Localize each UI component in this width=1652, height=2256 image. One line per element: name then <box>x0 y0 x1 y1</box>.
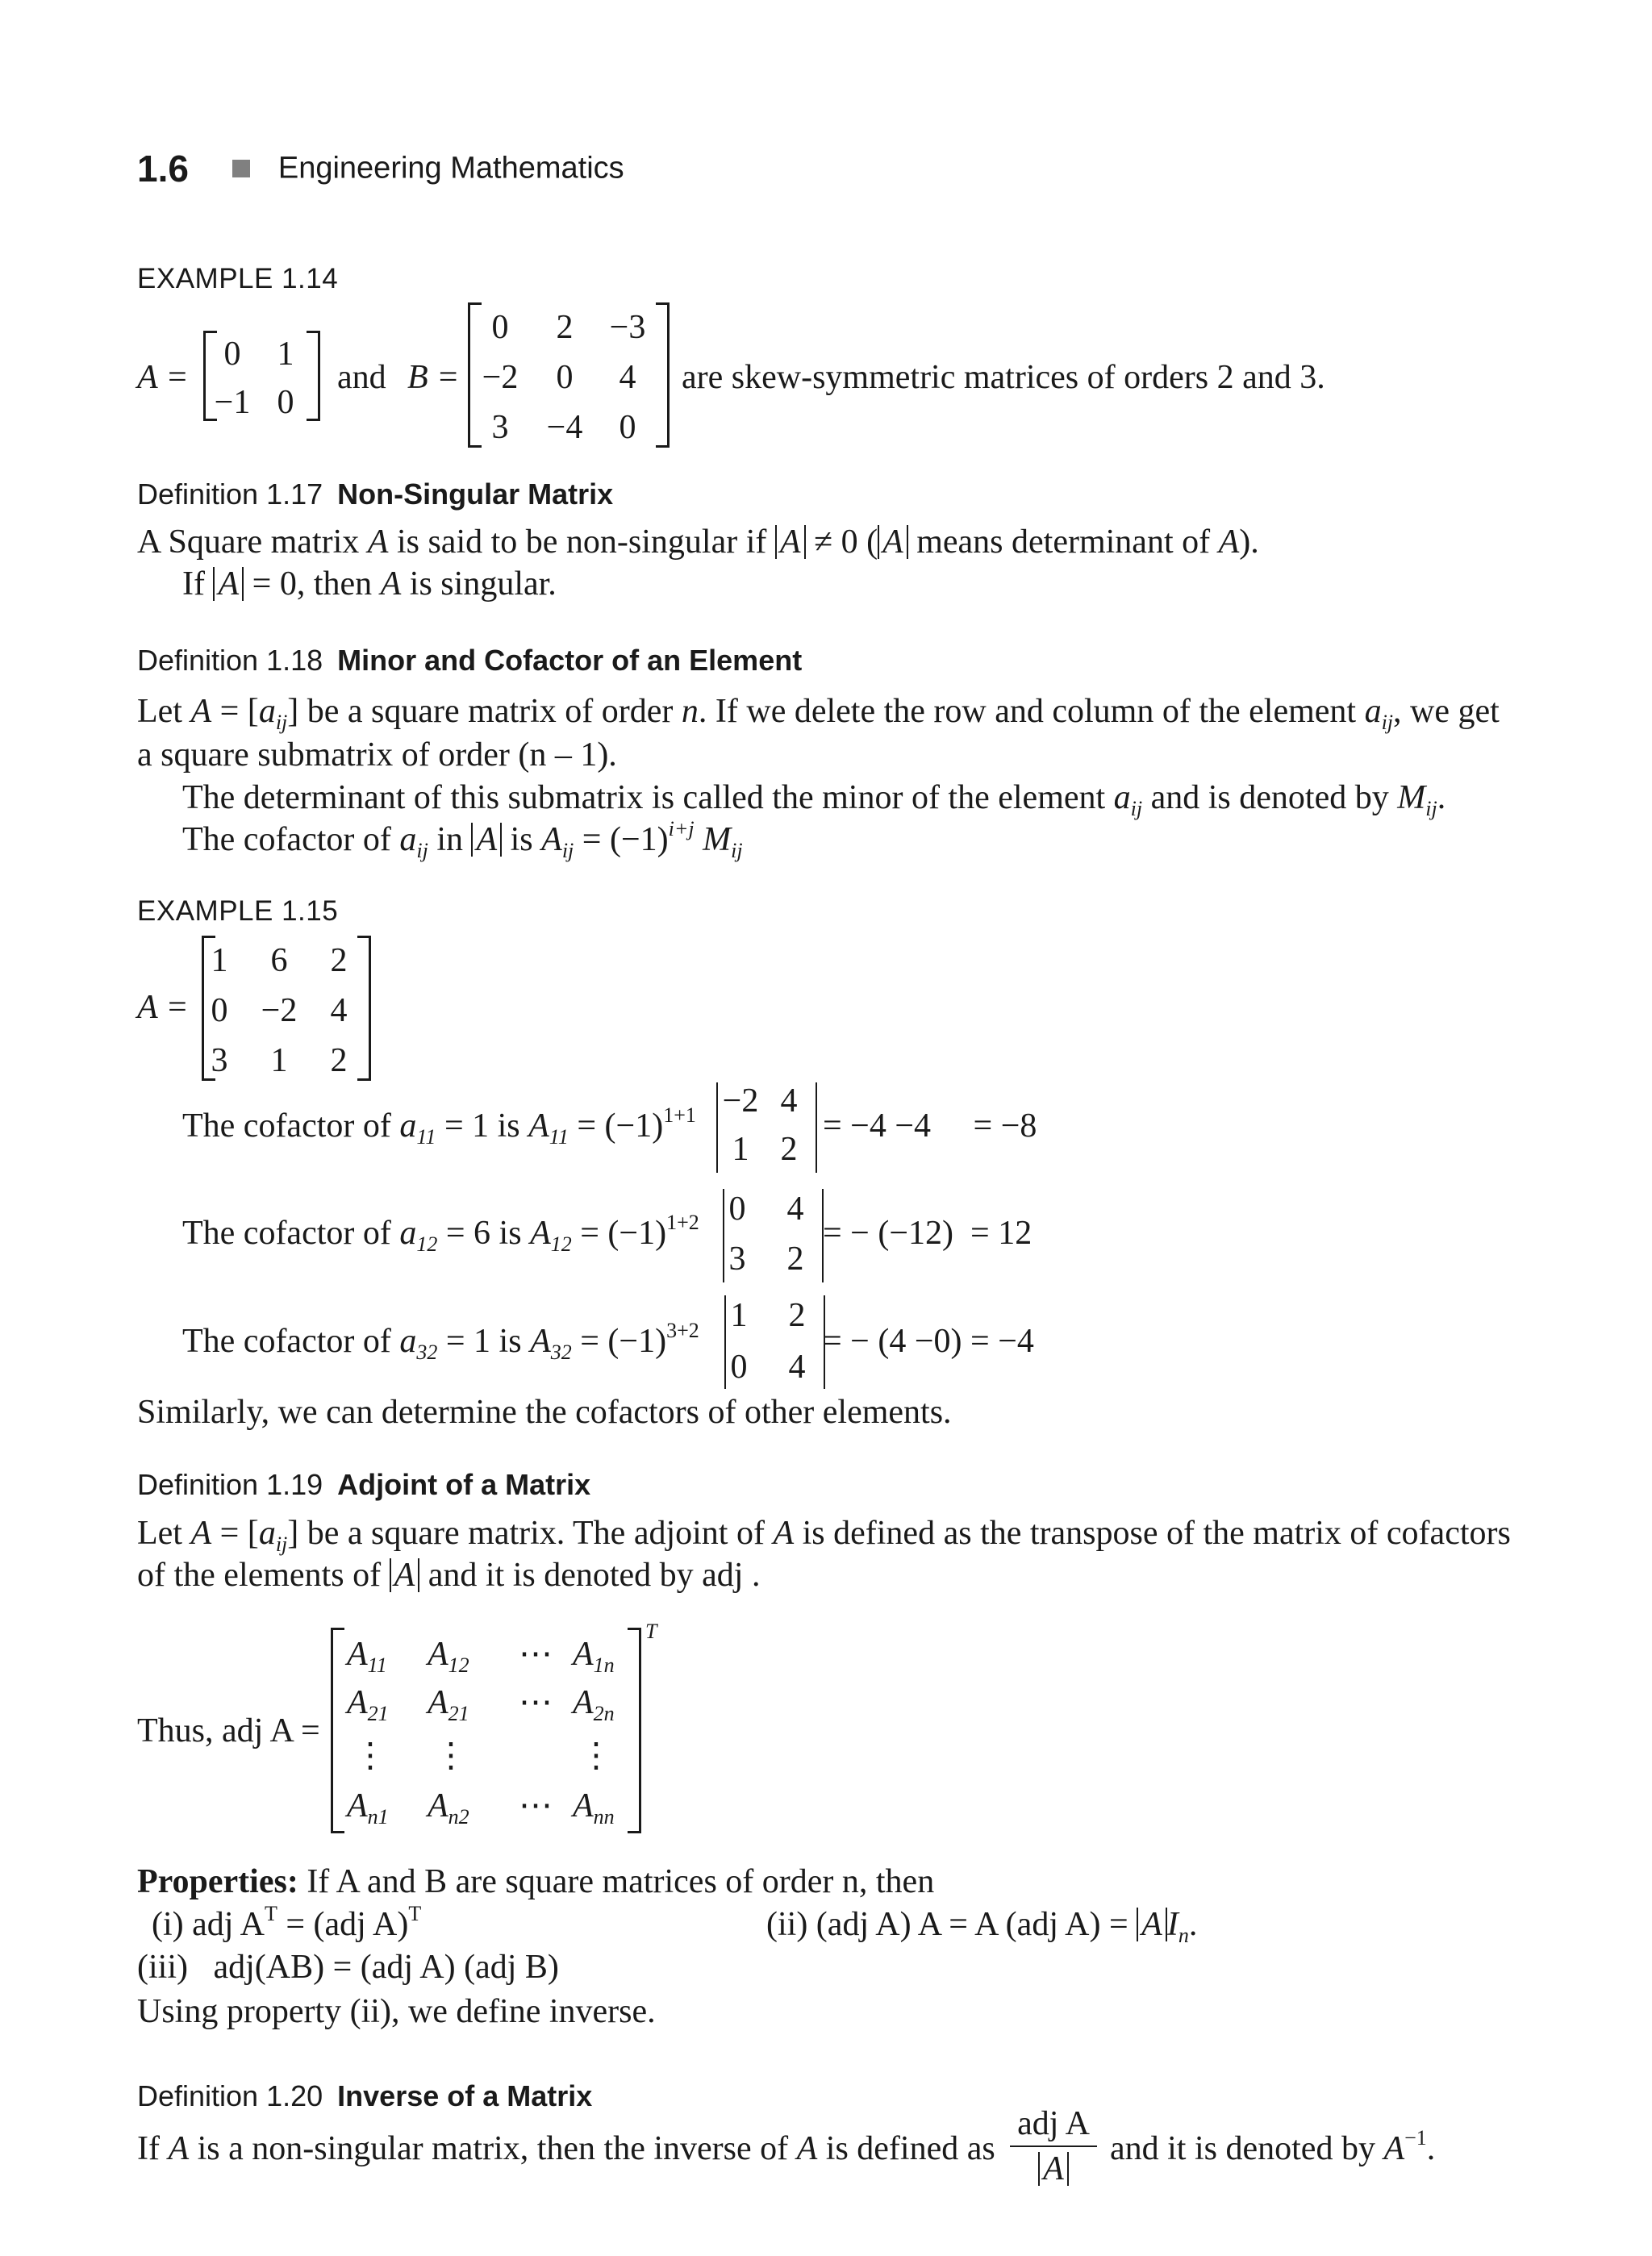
definition-1-17-line-1: A Square matrix A is said to be non-singular if A ≠ 0 ( A means determinant of A). <box>137 523 1259 561</box>
matrix-a <box>203 331 320 421</box>
matrix-cell: 1 <box>211 942 228 979</box>
matrix-cell: −4 <box>546 409 583 446</box>
example-1-14-tail: are skew-symmetric matrices of orders 2 and 3. <box>682 359 1325 396</box>
adjoint-cell: ⋮ <box>353 1737 387 1774</box>
determinant-2 <box>723 1189 824 1282</box>
matrix-b-label: B = <box>407 359 460 396</box>
matrix-cell: 3 <box>211 1042 228 1079</box>
adjoint-cell: ⋯ <box>519 1787 553 1824</box>
matrix-cell: 2 <box>786 1241 804 1278</box>
adjoint-cell: $A_{n2}$ <box>428 1787 469 1829</box>
page-header <box>137 147 624 195</box>
matrix-a-label-2: A = <box>137 989 189 1026</box>
matrix-cell: 3 <box>728 1241 746 1278</box>
adjoint-cell: $A_{1n}$ <box>573 1636 615 1677</box>
adjoint-label: Thus, adj A = <box>137 1712 320 1749</box>
matrix-cell: −1 <box>214 384 251 421</box>
matrix-cell: 0 <box>730 1349 748 1386</box>
adjoint-cell: ⋮ <box>579 1737 613 1774</box>
matrix-cell: 2 <box>780 1131 798 1168</box>
adjoint-cell: ⋯ <box>519 1636 553 1673</box>
and-word: and <box>337 359 386 396</box>
adjoint-cell: $A_{2n}$ <box>573 1684 615 1725</box>
definition-1-18-para-1: Let $A = [a_{ij}]$ be a square matrix of order n. If we delete the row and column of the element $a_{ij}$, we get <box>137 693 1500 734</box>
cofactor-result-2: = − (−12) = 12 <box>823 1215 1032 1252</box>
matrix-cell: 6 <box>270 942 288 979</box>
property-note: Using property (ii), we define inverse. <box>137 1993 656 2030</box>
property-2: (ii) (adj A) A = A (adj A) = A $I_n$. <box>766 1906 1198 1947</box>
matrix-cell: 2 <box>330 942 348 979</box>
definition-1-18-para-2: a square submatrix of order (n – 1). <box>137 736 617 774</box>
definition-1-20-text: If A is a non-singular matrix, then the inverse of A is defined as <box>137 2130 995 2167</box>
matrix-cell: −2 <box>482 359 519 396</box>
cofactor-line-2: The cofactor of $a_{12} = 6$ is $A_{12} = (-1)^{1+2}$ <box>182 1211 699 1256</box>
matrix-cell: 0 <box>556 359 574 396</box>
matrix-cell: 0 <box>728 1191 746 1228</box>
definition-1-20-heading: Definition 1.20 Inverse of a Matrix <box>137 2079 593 2112</box>
definition-1-19-para-1: Let $A = [a_{ij}]$ be a square matrix. The adjoint of A is defined as the transpose of the matrix of cofactors <box>137 1515 1511 1556</box>
definition-1-18-para-4: The cofactor of $a_{ij}$ in A is $A_{ij} = (-1)^{i+j}$ $M_{ij}$ <box>182 817 743 862</box>
matrix-cell: −2 <box>722 1082 759 1120</box>
cofactor-result-3: = − (4 −0) = −4 <box>823 1323 1034 1360</box>
properties-intro: Properties: If A and B are square matrices of order n, then <box>137 1863 935 1900</box>
adjoint-cell: $A_{21}$ <box>347 1684 389 1725</box>
definition-1-17-heading: Definition 1.17 Non-Singular Matrix <box>137 477 614 511</box>
adjoint-cell: $A_{11}$ <box>347 1636 387 1677</box>
matrix-cell: 3 <box>491 409 509 446</box>
determinant-1 <box>716 1082 817 1173</box>
inverse-fraction <box>1010 2107 1097 2186</box>
matrix-cell: 0 <box>491 309 509 346</box>
matrix-cell: 2 <box>556 309 574 346</box>
matrix-cell: −3 <box>609 309 646 346</box>
book-title: Engineering Mathematics <box>277 151 624 186</box>
fraction-denominator: A <box>1010 2147 1097 2186</box>
example-1-15-closing: Similarly, we can determine the cofactors of other elements. <box>137 1394 952 1431</box>
cofactor-result-1: = −4 −4 = −8 <box>823 1107 1037 1145</box>
definition-1-17-line-2: If A = 0, then A is singular. <box>182 565 557 603</box>
definition-1-20-tail: and it is denoted by $A^{-1}$. <box>1110 2126 1436 2167</box>
matrix-cell: 0 <box>277 384 294 421</box>
adjoint-cell: $A_{nn}$ <box>573 1787 615 1829</box>
adjoint-cell: $A_{21}$ <box>428 1684 469 1725</box>
determinant-3 <box>724 1295 825 1389</box>
matrix-cell: 1 <box>277 336 294 373</box>
matrix-cell: −2 <box>261 992 298 1029</box>
header-square-icon <box>232 160 250 177</box>
adjoint-matrix <box>331 1628 641 1833</box>
cofactor-line-3: The cofactor of $a_{32} = 1$ is $A_{32} = (-1)^{3+2}$ <box>182 1319 699 1364</box>
adjoint-cell: ⋮ <box>434 1737 468 1774</box>
property-1: (i) adj $A^T = (adj$ A)$^T$ <box>152 1902 422 1943</box>
matrix-cell: 2 <box>788 1297 806 1334</box>
adjoint-cell: ⋯ <box>519 1684 553 1721</box>
definition-1-19-heading: Definition 1.19 Adjoint of a Matrix <box>137 1468 591 1501</box>
matrix-cell: 4 <box>780 1082 798 1120</box>
matrix-cell: 1 <box>270 1042 288 1079</box>
matrix-cell: 4 <box>786 1191 804 1228</box>
matrix-cell: 0 <box>211 992 228 1029</box>
matrix-b <box>468 302 670 448</box>
fraction-numerator: adj A <box>1010 2107 1097 2147</box>
matrix-cell: 4 <box>330 992 348 1029</box>
property-3: (iii) adj(AB) = (adj A) (adj B) <box>137 1949 559 1986</box>
matrix-cell: 4 <box>788 1349 806 1386</box>
transpose-marker: T <box>645 1620 657 1643</box>
definition-1-18-para-3: The determinant of this submatrix is called the minor of the element $a_{ij}$ and is denoted by $M_{ij}$. <box>182 779 1446 820</box>
definition-1-19-para-2: of the elements of A and it is denoted by adj . <box>137 1557 761 1594</box>
cofactor-line-1: The cofactor of $a_{11} = 1$ is $A_{11} = (-1)^{1+1}$ <box>182 1103 696 1149</box>
example-1-15-label: EXAMPLE 1.15 <box>137 895 339 927</box>
matrix-cell: 4 <box>619 359 636 396</box>
definition-1-18-heading: Definition 1.18 Minor and Cofactor of an Element <box>137 644 803 677</box>
matrix-cell: 0 <box>619 409 636 446</box>
matrix-cell: 1 <box>732 1131 749 1168</box>
adjoint-cell: $A_{12}$ <box>428 1636 469 1677</box>
matrix-cell: 0 <box>223 336 241 373</box>
matrix-a-3x3 <box>202 936 371 1081</box>
page-number: 1.6 <box>137 148 189 190</box>
matrix-cell: 1 <box>730 1297 748 1334</box>
matrix-cell: 2 <box>330 1042 348 1079</box>
example-1-14-label: EXAMPLE 1.14 <box>137 263 339 294</box>
matrix-a-label: A = <box>137 359 189 396</box>
adjoint-cell: $A_{n1}$ <box>347 1787 389 1829</box>
